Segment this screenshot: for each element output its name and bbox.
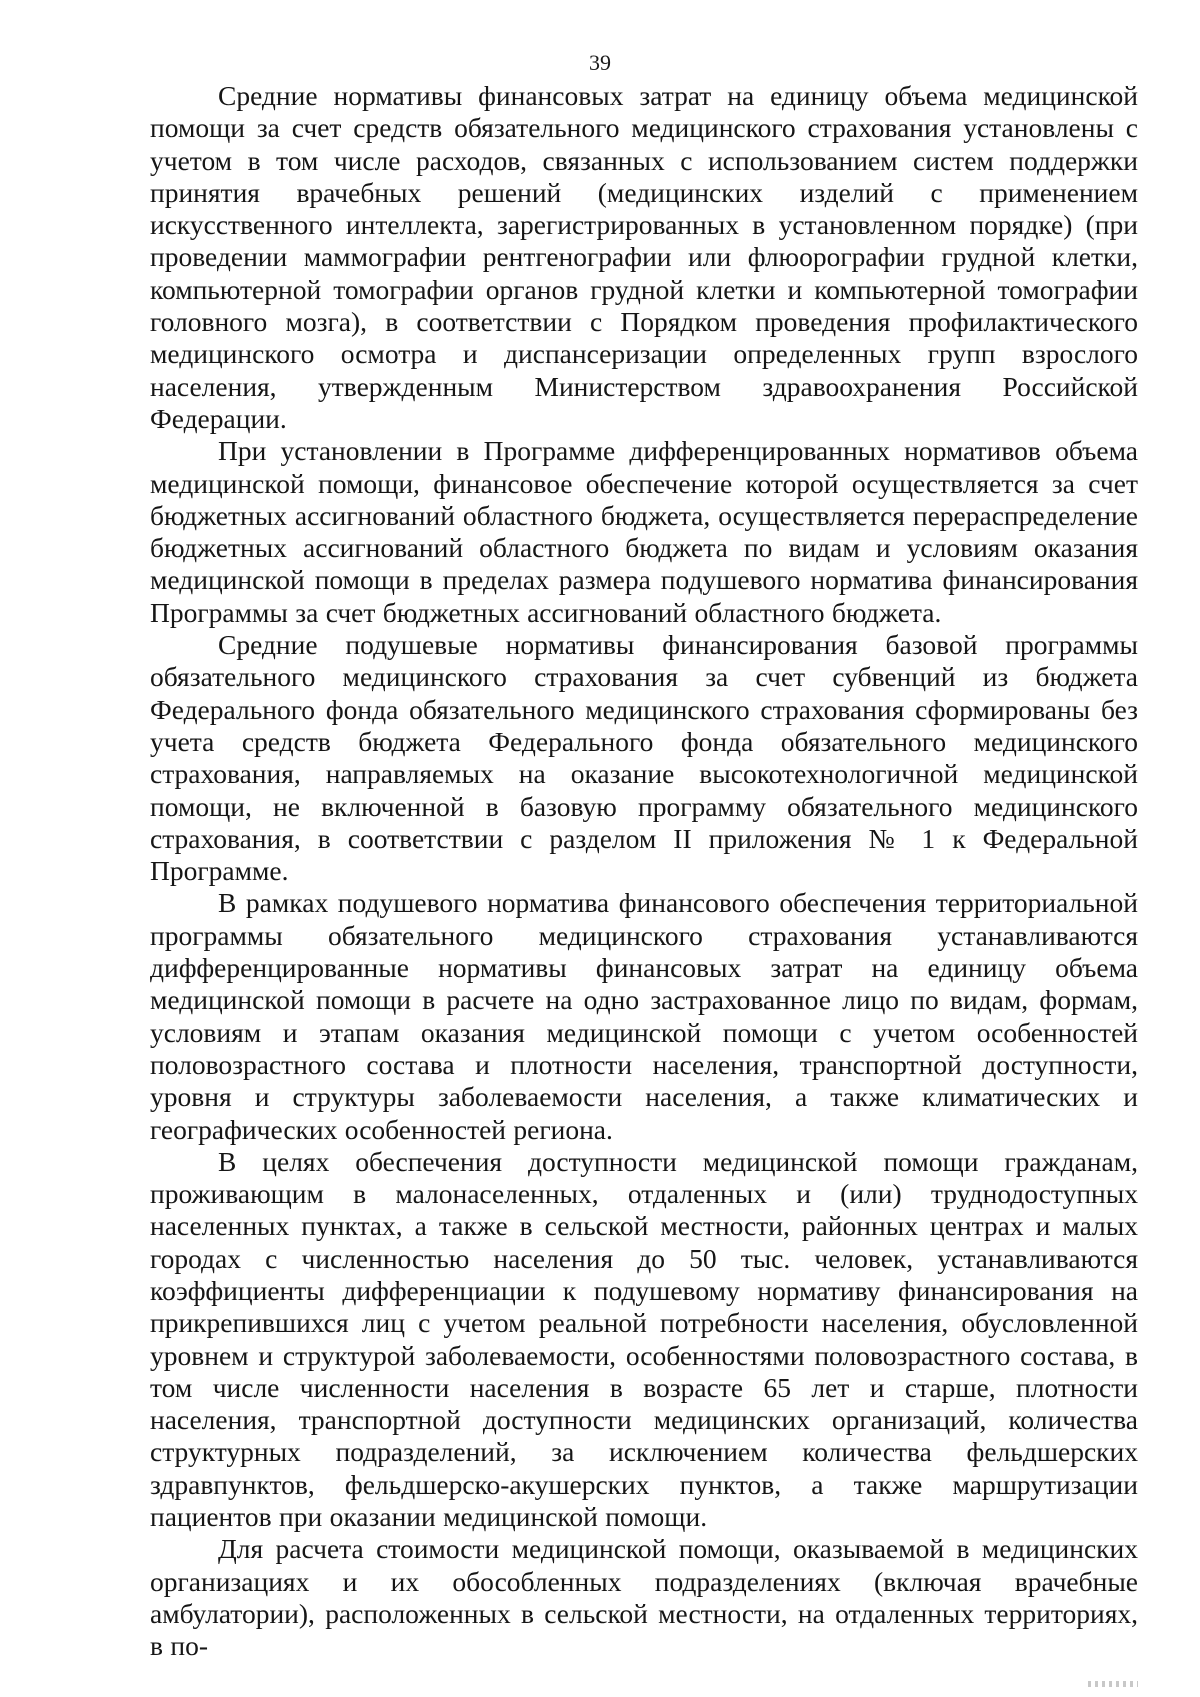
paragraph-per-capita-standards: Средние подушевые нормативы финансирования базовой программы обязательного медицинского страхования за счет субвенций из бюджета Федерального фонда обязательного медицинского страхования сформированы без учета средств бюджета Федерального фонда обязательного медицинского страхования, направляемых на оказание высокотехнологичной медицинской помощи, не включенной в базовую программу обязательного медицинского страхования, в соответствии с разделом II приложения № 1 к Федеральной Программе. bbox=[150, 629, 1138, 887]
paragraph-ai-systems-costs: Средние нормативы финансовых затрат на единицу объема медицинской помощи за счет средств обязательного медицинского страхования установлены с учетом в том числе расходов, связанных с использованием систем поддержки принятия врачебных решений (медицинских изделий с применением искусственного интеллекта, зарегистрированных в установленном порядке) (при проведении маммографии рентгенографии или флюорографии грудной клетки, компьютерной томографии органов грудной клетки и компьютерной томографии головного мозга), в соответствии с Порядком проведения профилактического медицинского осмотра и диспансеризации определенных групп взрослого населения, утвержденным Министерством здравоохранения Российской Федерации. bbox=[150, 80, 1138, 434]
scan-artifact bbox=[1088, 1681, 1138, 1687]
paragraph-differentiated-standards: В рамках подушевого норматива финансового обеспечения территориальной программы обязательного медицинского страхования устанавливаются дифференцированные нормативы финансовых затрат на единицу объема медицинской помощи в расчете на одно застрахованное лицо по видам, формам, условиям и этапам оказания медицинской помощи с учетом особенностей половозрастного состава и плотности населения, транспортной доступности, уровня и структуры заболеваемости населения, а также климатических и географических особенностей региона. bbox=[150, 887, 1138, 1145]
paragraph-differentiation-coefficients: В целях обеспечения доступности медицинской помощи гражданам, проживающим в малонаселенных, отдаленных и (или) труднодоступных населенных пунктах, а также в сельской местности, районных центрах и малых городах с численностью населения до 50 тыс. человек, устанавливаются коэффициенты дифференциации к подушевому нормативу финансирования на прикрепившихся лиц с учетом реальной потребности населения, обусловленной уровнем и структурой заболеваемости, особенностями половозрастного состава, в том числе численности населения в возрасте 65 лет и старше, плотности населения, транспортной доступности медицинских организаций, количества структурных подразделений, за исключением количества фельдшерских здравпунктов, фельдшерско-акушерских пунктов, а также маршрутизации пациентов при оказании медицинской помощи. bbox=[150, 1145, 1138, 1533]
document-body bbox=[150, 80, 1138, 1663]
paragraph-budget-redistribution: При установлении в Программе дифференцированных нормативов объема медицинской помощи, финансовое обеспечение которой осуществляется за счет бюджетных ассигнований областного бюджета, осуществляется перераспределение бюджетных ассигнований областного бюджета по видам и условиям оказания медицинской помощи в пределах размера подушевого норматива финансирования Программы за счет бюджетных ассигнований областного бюджета. bbox=[150, 435, 1138, 628]
paragraph-rural-cost-calculation: Для расчета стоимости медицинской помощи, оказываемой в медицинских организациях и их обособленных подразделениях (включая врачебные амбулатории), расположенных в сельской местности, на отдаленных территориях, в по- bbox=[150, 1533, 1138, 1662]
page-number: 39 bbox=[589, 50, 611, 75]
